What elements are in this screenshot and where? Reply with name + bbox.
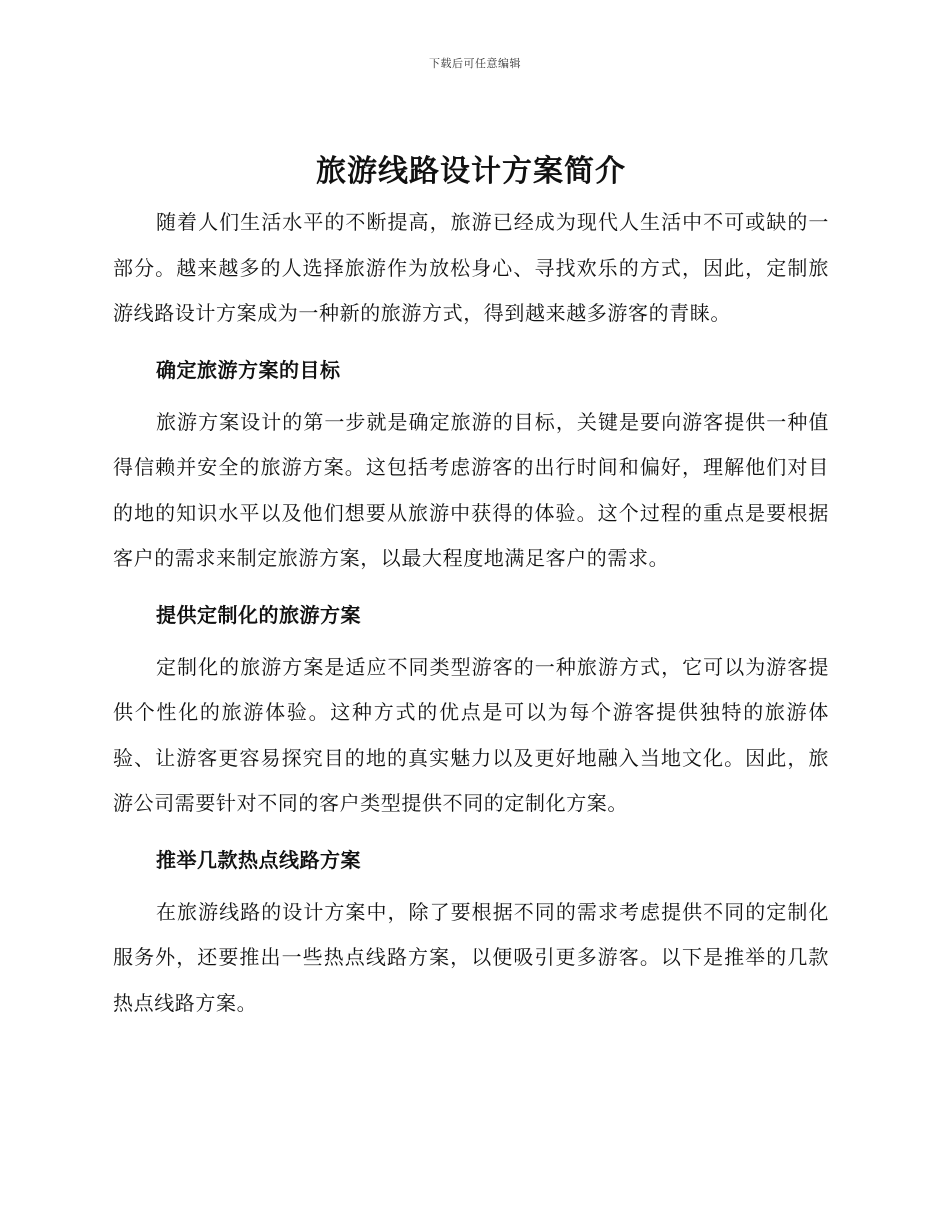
section-heading: 提供定制化的旅游方案 bbox=[156, 602, 361, 627]
section-customization bbox=[113, 596, 829, 827]
document-body bbox=[113, 148, 829, 1026]
document-title: 旅游线路设计方案简介 bbox=[316, 154, 626, 189]
section-heading: 推举几款热点线路方案 bbox=[156, 847, 361, 872]
section-paragraph: 定制化的旅游方案是适应不同类型游客的一种旅游方式，它可以为游客提供个性化的旅游体验。这种方式的优点是可以为每个游客提供独特的旅游体验、让游客更容易探究目的地的真实魅力以及更好地融入当地文化。因此，旅游公司需要针对不同的客户类型提供不同的定制化方案。 bbox=[113, 654, 829, 815]
section-paragraph: 在旅游线路的设计方案中，除了要根据不同的需求考虑提供不同的定制化服务外，还要推出一些热点线路方案，以便吸引更多游客。以下是推举的几款热点线路方案。 bbox=[113, 899, 829, 1015]
section-hot-routes bbox=[113, 841, 829, 1027]
section-paragraph: 旅游方案设计的第一步就是确定旅游的目标，关键是要向游客提供一种值得信赖并安全的旅游方案。这包括考虑游客的出行时间和偏好，理解他们对目的地的知识水平以及他们想要从旅游中获得的体验。这个过程的重点是要根据客户的需求来制定旅游方案，以最大程度地满足客户的需求。 bbox=[113, 409, 829, 570]
intro-paragraph: 随着人们生活水平的不断提高，旅游已经成为现代人生活中不可或缺的一部分。越来越多的人选择旅游作为放松身心、寻找欢乐的方式，因此，定制旅游线路设计方案成为一种新的旅游方式，得到越来越多游客的青睐。 bbox=[113, 210, 829, 325]
page-header-note: 下载后可任意编辑 bbox=[429, 57, 521, 70]
section-goals bbox=[113, 351, 829, 582]
section-heading: 确定旅游方案的目标 bbox=[156, 357, 341, 382]
